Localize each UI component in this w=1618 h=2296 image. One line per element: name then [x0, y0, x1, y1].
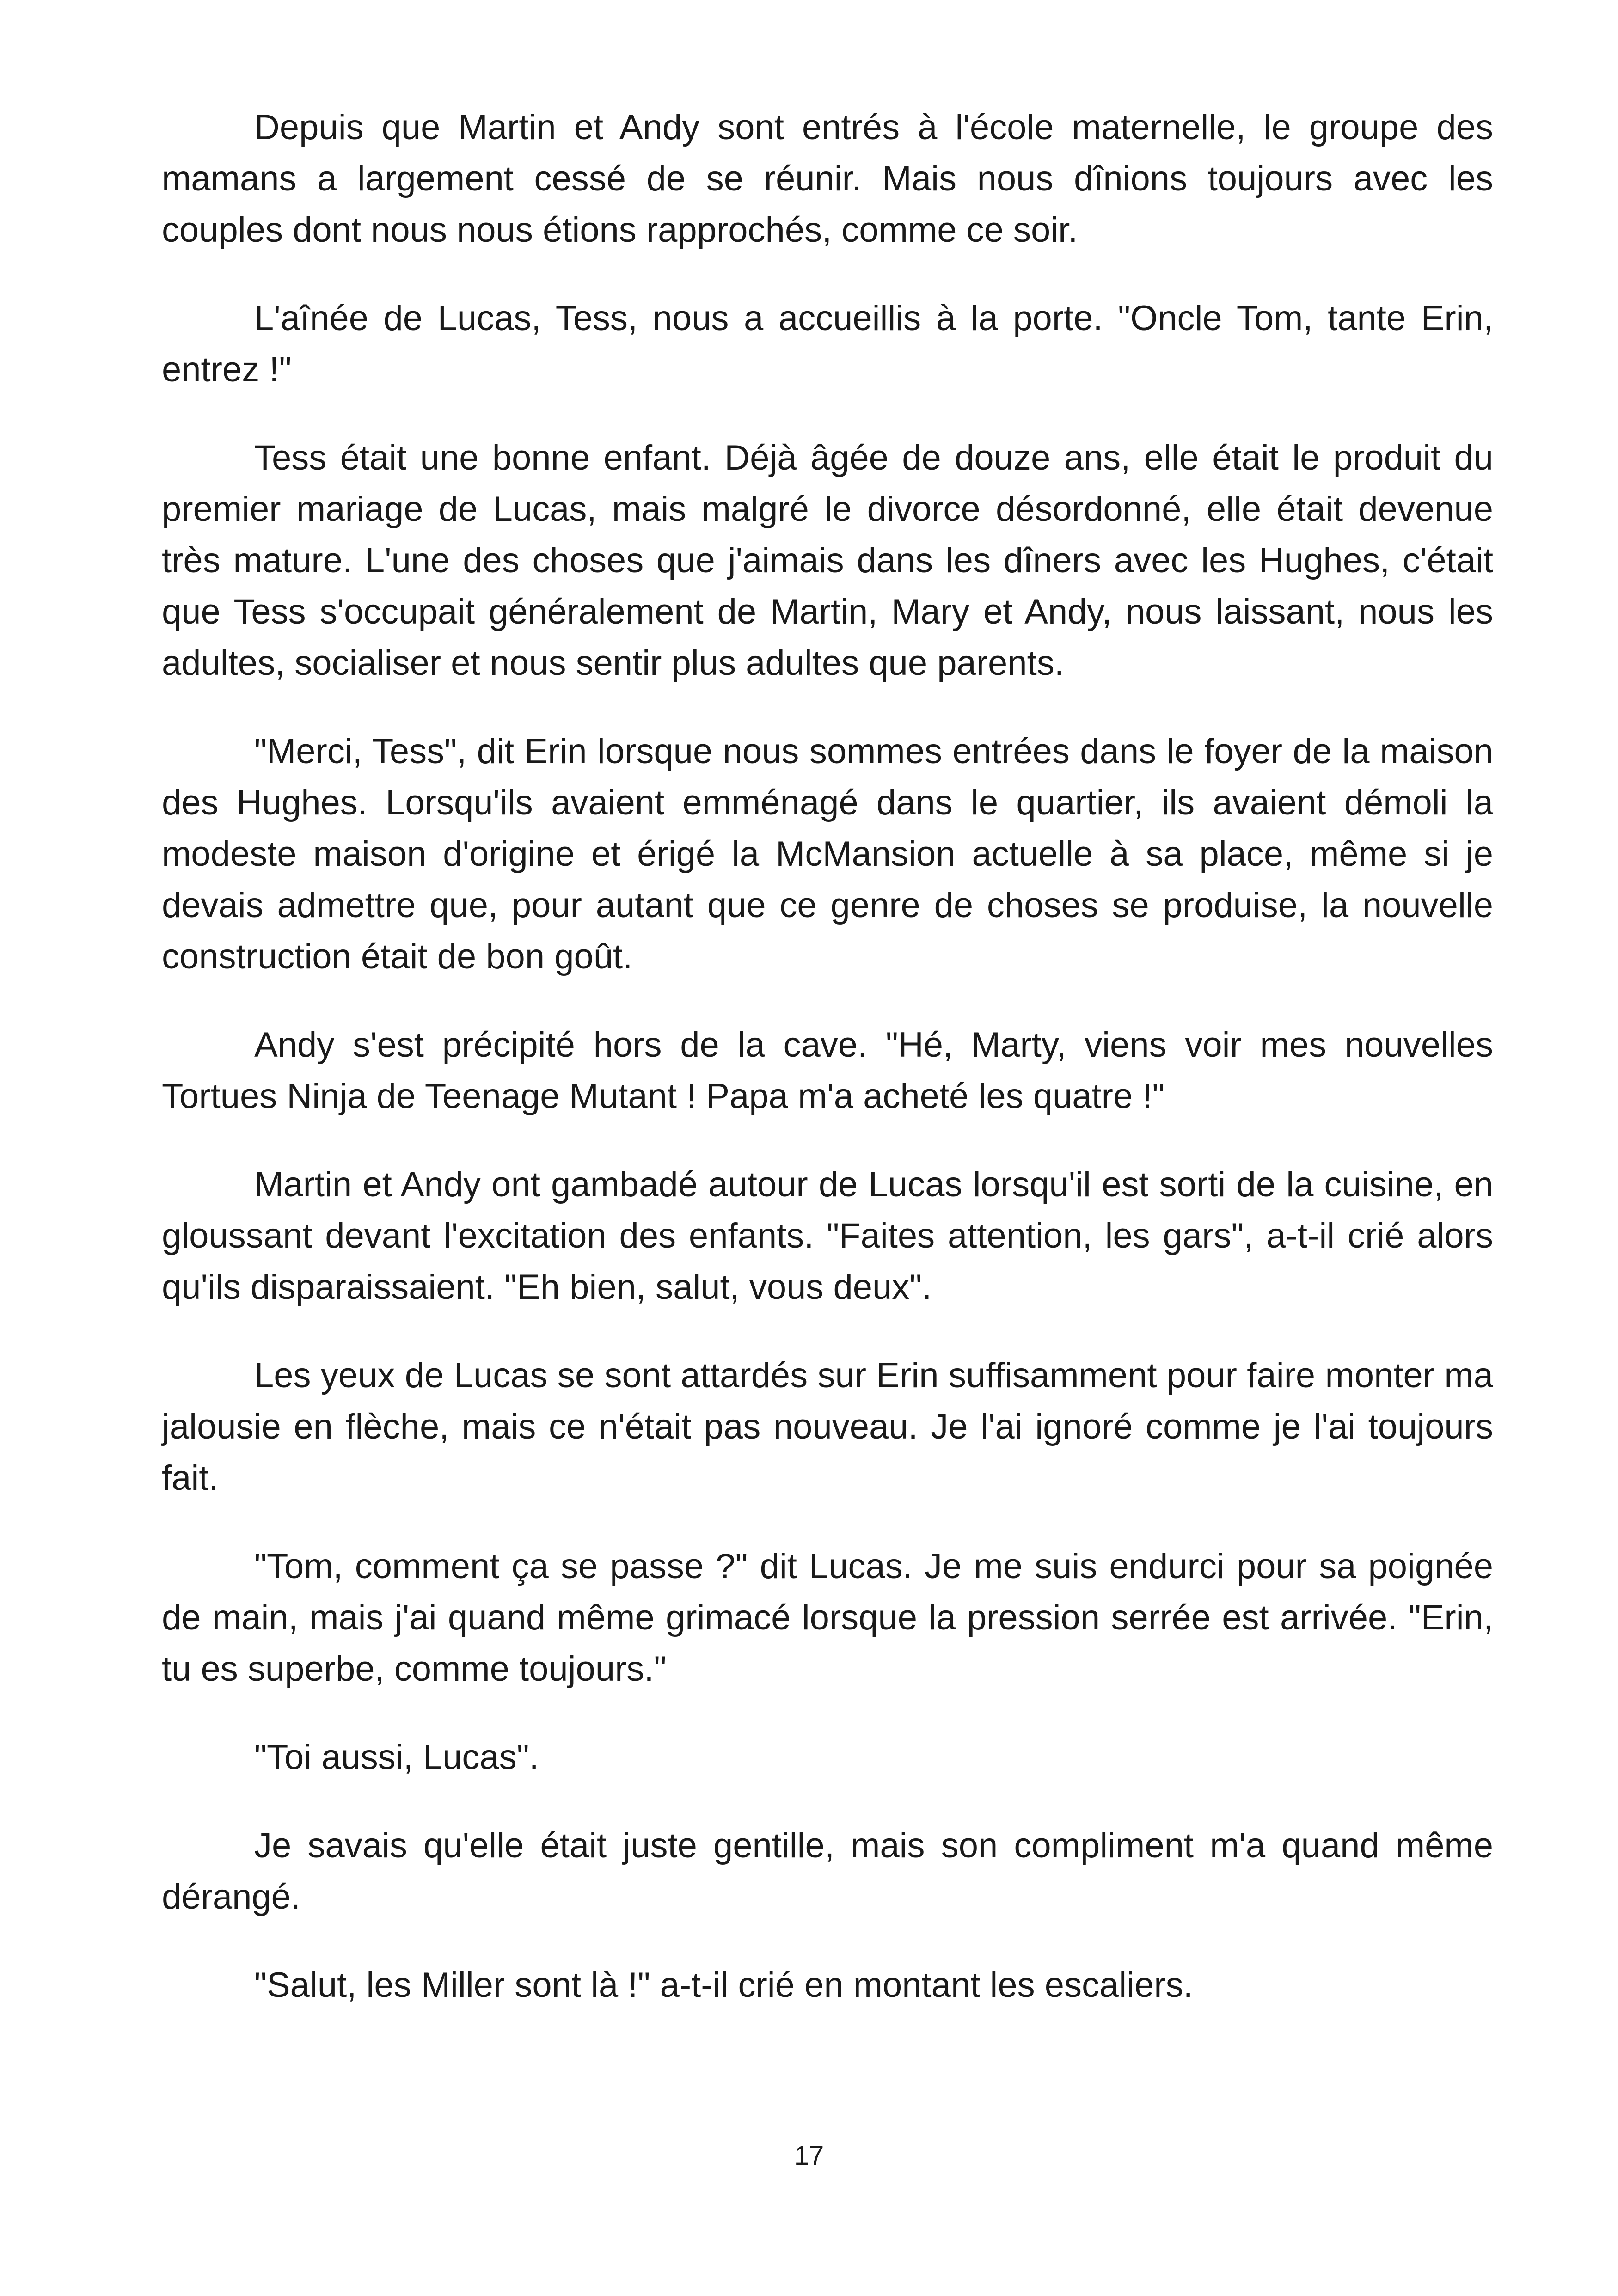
body-text	[162, 102, 1493, 2048]
paragraph-7: Les yeux de Lucas se sont attardés sur Erin suffisamment pour faire monter ma jalousie en flèche, mais ce n'était pas nouveau. Je l'ai ignoré comme je l'ai toujours fait.	[162, 1356, 1493, 1498]
paragraph-5: Andy s'est précipité hors de la cave. "Hé, Marty, viens voir mes nouvelles Tortues Ninja de Teenage Mutant ! Papa m'a acheté les quatre !"	[162, 1025, 1493, 1116]
paragraph-1: Depuis que Martin et Andy sont entrés à l'école maternelle, le groupe des mamans a largement cessé de se réunir. Mais nous dînions toujours avec les couples dont nous nous étions rapprochés, comme ce soir.	[162, 108, 1493, 250]
paragraph-3: Tess était une bonne enfant. Déjà âgée de douze ans, elle était le produit du premier mariage de Lucas, mais malgré le divorce désordonné, elle était devenue très mature. L'une des choses que j'aimais dans les dîners avec les Hughes, c'était que Tess s'occupait généralement de Martin, Mary et Andy, nous laissant, nous les adultes, socialiser et nous sentir plus adultes que parents.	[162, 438, 1493, 683]
paragraph-6: Martin et Andy ont gambadé autour de Lucas lorsqu'il est sorti de la cuisine, en gloussant devant l'excitation des enfants. "Faites attention, les gars", a-t-il crié alors qu'ils disparaissaient. "Eh bien, salut, vous deux".	[162, 1165, 1493, 1307]
paragraph-11: "Salut, les Miller sont là !" a-t-il crié en montant les escaliers.	[254, 1965, 1193, 2005]
paragraph-8: "Tom, comment ça se passe ?" dit Lucas. Je me suis endurci pour sa poignée de main, mais j'ai quand même grimacé lorsque la pression serrée est arrivée. "Erin, tu es superbe, comme toujours."	[162, 1547, 1493, 1689]
paragraph-4: "Merci, Tess", dit Erin lorsque nous sommes entrées dans le foyer de la maison des Hughes. Lorsqu'ils avaient emménagé dans le quartier, ils avaient démoli la modeste maison d'origine et érigé la McMansion actuelle à sa place, même si je devais admettre que, pour autant que ce genre de choses se produise, la nouvelle construction était de bon goût.	[162, 732, 1493, 976]
paragraph-10: Je savais qu'elle était juste gentille, mais son compliment m'a quand même dérangé.	[162, 1826, 1493, 1916]
paragraph-9: "Toi aussi, Lucas".	[254, 1738, 539, 1777]
page-number: 17	[794, 2141, 824, 2171]
paragraph-2: L'aînée de Lucas, Tess, nous a accueillis à la porte. "Oncle Tom, tante Erin, entrez !"	[162, 299, 1493, 389]
